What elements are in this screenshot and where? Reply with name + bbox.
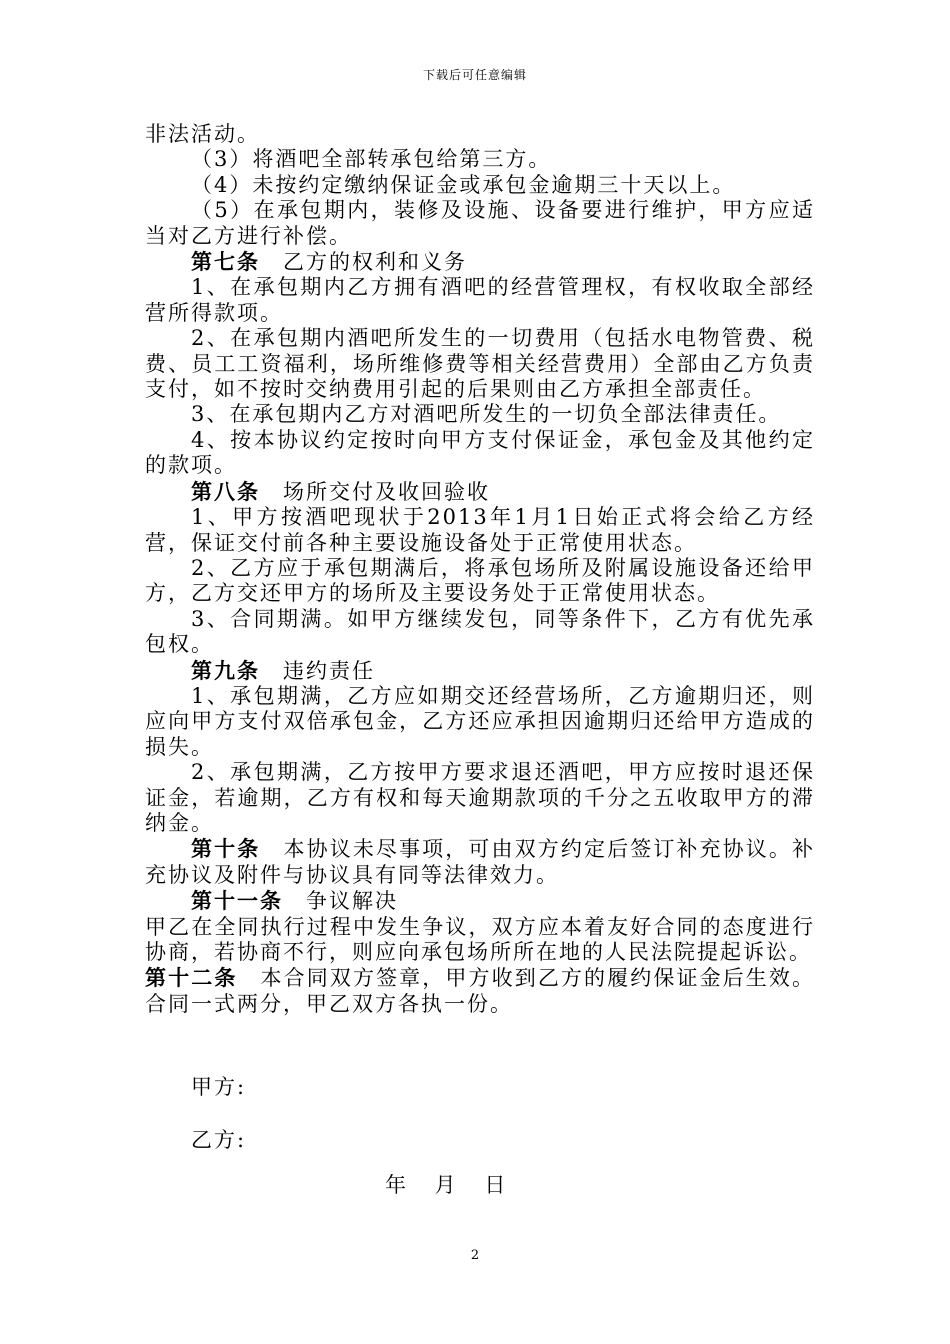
paragraph: [145, 505, 815, 556]
article-number: 第八条: [191, 478, 260, 504]
paragraph-text: 2、在承包期内酒吧所发生的一切费用（包括水电物管费、税费、员工工资福利，场所维修费等相关经营费用）全部由乙方负责支付，如不按时交纳费用引起的后果则由乙方承担全部责任。: [145, 326, 815, 402]
paragraph-text: 违约责任: [260, 658, 375, 683]
paragraph-text: 4、按本协议约定按时向甲方支付保证金，承包金及其他约定的款项。: [145, 427, 815, 478]
paragraph: [145, 428, 815, 479]
paragraph-text: 3、在承包期内乙方对酒吧所发生的一切负全部法律责任。: [191, 402, 782, 427]
party-a-signature: 甲方:: [191, 1075, 247, 1099]
paragraph-text: 本合同双方签章，甲方收到乙方的履约保证金后生效。合同一式两分，甲乙双方各执一份。: [145, 966, 816, 1016]
paragraph: [145, 915, 815, 966]
paragraph-text: 甲乙在全同执行过程中发生争议，双方应本着友好合同的态度进行协商，若协商不行，则应向承包场所所在地的人民法院提起诉讼。: [145, 914, 815, 964]
article-number: 第九条: [191, 657, 260, 683]
document-body: [145, 122, 815, 1017]
article-heading: [145, 479, 815, 505]
paragraph-text: （4）未按约定缴纳保证金或承包金逾期三十天以上。: [191, 172, 736, 197]
paragraph-text: （3）将酒吧全部转承包给第三方。: [191, 147, 552, 172]
paragraph-text: 3、合同期满。如甲方继续发包，同等条件下，乙方有优先承包权。: [145, 606, 815, 657]
paragraph: [145, 556, 815, 607]
paragraph: [145, 122, 815, 147]
paragraph-text: 1、甲方按酒吧现状于2013年1月1日始正式将会给乙方经营，保证交付前各种主要设施设备处于正常使用状态。: [145, 505, 815, 555]
paragraph: [145, 402, 815, 427]
paragraph: [145, 173, 815, 198]
paragraph-text: 本协议未尽事项，可由双方约定后签订补充协议。补充协议及附件与协议具有同等法律效力。: [145, 837, 816, 887]
date-line: 年 月 日: [385, 1173, 508, 1197]
article-heading: [145, 965, 815, 1017]
article-heading: [145, 249, 815, 275]
party-b-signature: 乙方:: [191, 1128, 247, 1152]
paragraph: [145, 760, 815, 836]
paragraph-text: 乙方的权利和义务: [260, 250, 467, 275]
article-heading: [145, 888, 815, 914]
paragraph-text: 2、承包期满，乙方按甲方要求退还酒吧，甲方应按时退还保证金，若逾期，乙方有权和每天逾期款项的千分之五收取甲方的滞纳金。: [145, 760, 815, 835]
page-number: 2: [470, 1248, 480, 1263]
paragraph: [145, 198, 815, 249]
paragraph-text: 场所交付及收回验收: [260, 479, 490, 504]
paragraph-text: 1、在承包期内乙方拥有酒吧的经营管理权，有权收取全部经营所得款项。: [145, 275, 815, 325]
paragraph: [145, 607, 815, 658]
paragraph: [145, 684, 815, 760]
paragraph-text: 争议解决: [283, 889, 398, 914]
paragraph: [145, 275, 815, 326]
page-header: 下载后可任意编辑: [422, 68, 527, 82]
paragraph: [145, 147, 815, 172]
paragraph-text: 2、乙方应于承包期满后，将承包场所及附属设施设备还给甲方，乙方交还甲方的场所及主要设务处于正常使用状态。: [145, 555, 815, 606]
article-heading: [145, 836, 815, 888]
article-heading: [145, 658, 815, 684]
paragraph-text: （5）在承包期内，装修及设施、设备要进行维护，甲方应适当对乙方进行补偿。: [145, 198, 815, 248]
article-number: 第十一条: [191, 888, 283, 914]
article-number: 第十二条: [145, 965, 238, 991]
paragraph-text: 非法活动。: [145, 122, 260, 146]
paragraph: [145, 326, 815, 402]
article-number: 第十条: [191, 836, 261, 862]
article-number: 第七条: [191, 249, 260, 275]
paragraph-text: 1、承包期满，乙方应如期交还经营场所，乙方逾期归还，则应向甲方支付双倍承包金，乙方还应承担因逾期归还给甲方造成的损失。: [145, 683, 815, 759]
